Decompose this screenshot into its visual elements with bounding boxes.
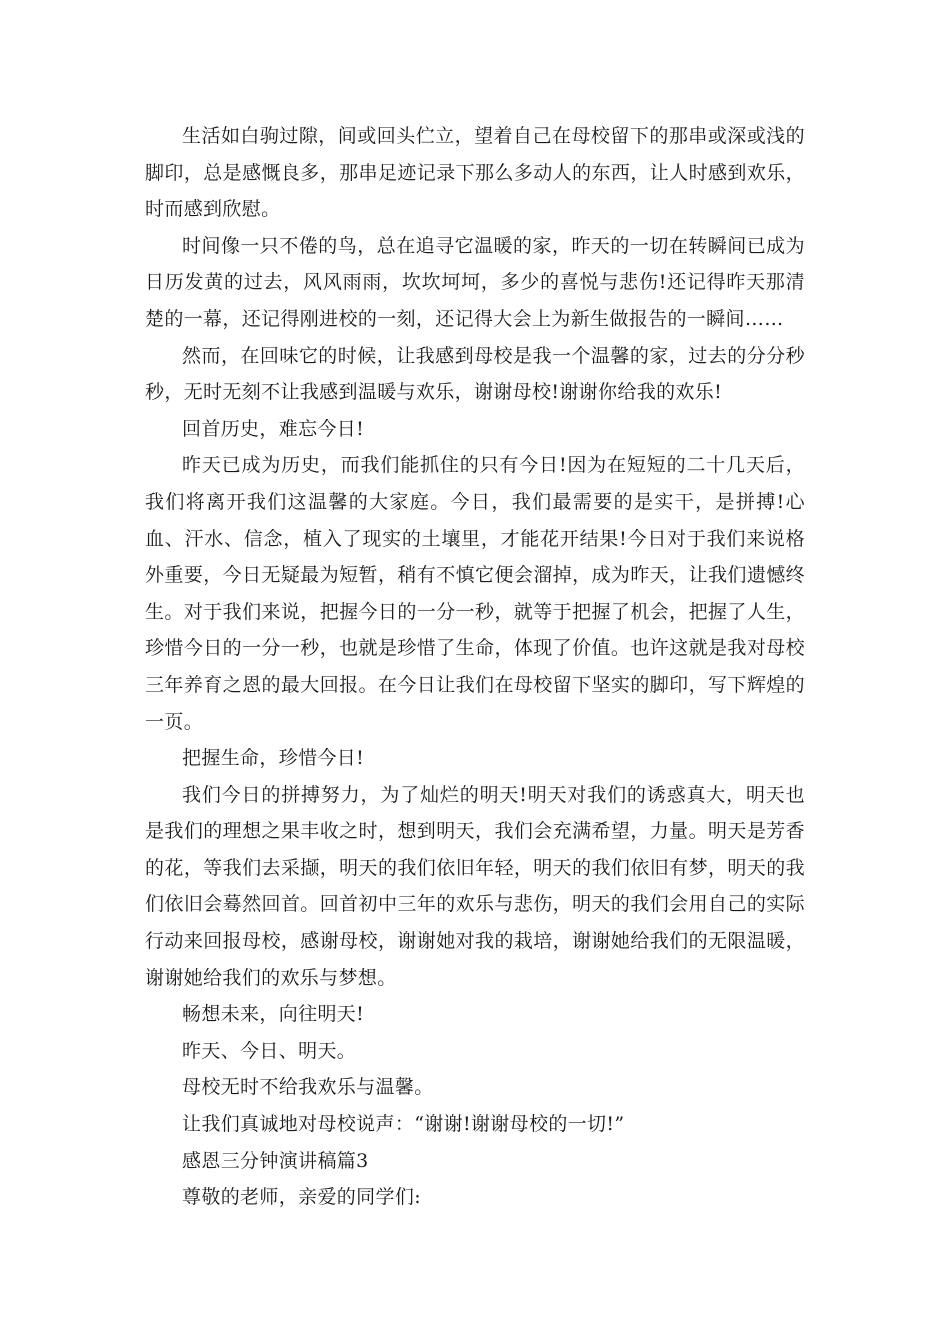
paragraph-8: 畅想未来，向往明天! <box>182 1003 365 1026</box>
paragraph-11: 让我们真诚地对母校说声：“谢谢!谢谢母校的一切!” <box>182 1113 625 1136</box>
paragraph-3: 然而，在回味它的时候，让我感到母校是我一个温馨的家，过去的分分秒秒，无时无刻不让我感到温暖与欢乐，谢谢母校!谢谢你给我的欢乐! <box>145 344 805 404</box>
section-heading: 感恩三分钟演讲稿篇3 <box>182 1149 369 1172</box>
paragraph-9: 昨天、今日、明天。 <box>182 1039 357 1062</box>
paragraph-2: 时间像一只不倦的鸟，总在追寻它温暖的家，昨天的一切在转瞬间已成为日历发黄的过去，风风雨雨，坎坎坷坷，多少的喜悦与悲伤!还记得昨天那清楚的一幕，还记得刚进校的一刻，还记得大会上为新生做报告的一瞬间…… <box>145 234 805 330</box>
paragraph-10: 母校无时不给我欢乐与温馨。 <box>182 1076 434 1099</box>
document-body <box>145 118 805 1216</box>
paragraph-6: 把握生命，珍惜今日! <box>182 747 365 770</box>
paragraph-1: 生活如白驹过隙，间或回头伫立，望着自己在母校留下的那串或深或浅的脚印，总是感慨良多，那串足迹记录下那么多动人的东西，让人时感到欢乐，时而感到欣慰。 <box>145 125 805 221</box>
paragraph-7: 我们今日的拼搏努力，为了灿烂的明天!明天对我们的诱惑真大，明天也是我们的理想之果丰收之时，想到明天，我们会充满希望，力量。明天是芳香的花，等我们去采撷，明天的我们依旧年轻，明天的我们依旧有梦，明天的我们依旧会蓦然回首。回首初中三年的欢乐与悲伤，明天的我们会用自己的实际行动来回报母校，感谢母校，谢谢她对我的栽培，谢谢她给我们的无限温暖，谢谢她给我们的欢乐与梦想。 <box>145 783 805 989</box>
paragraph-5: 昨天已成为历史，而我们能抓住的只有今日!因为在短短的二十几天后，我们将离开我们这温馨的大家庭。今日，我们最需要的是实干，是拼搏!心血、汗水、信念，植入了现实的土壤里，才能花开结果!今日对于我们来说格外重要，今日无疑最为短暂，稍有不慎它便会溜掉，成为昨天，让我们遗憾终生。对于我们来说，把握今日的一分一秒，就等于把握了机会，把握了人生，珍惜今日的一分一秒，也就是珍惜了生命，体现了价值。也许这就是我对母校三年养育之恩的最大回报。在今日让我们在母校留下坚实的脚印，写下辉煌的一页。 <box>145 454 805 733</box>
salutation: 尊敬的老师，亲爱的同学们: <box>182 1186 421 1209</box>
paragraph-4: 回首历史，难忘今日! <box>182 417 365 440</box>
